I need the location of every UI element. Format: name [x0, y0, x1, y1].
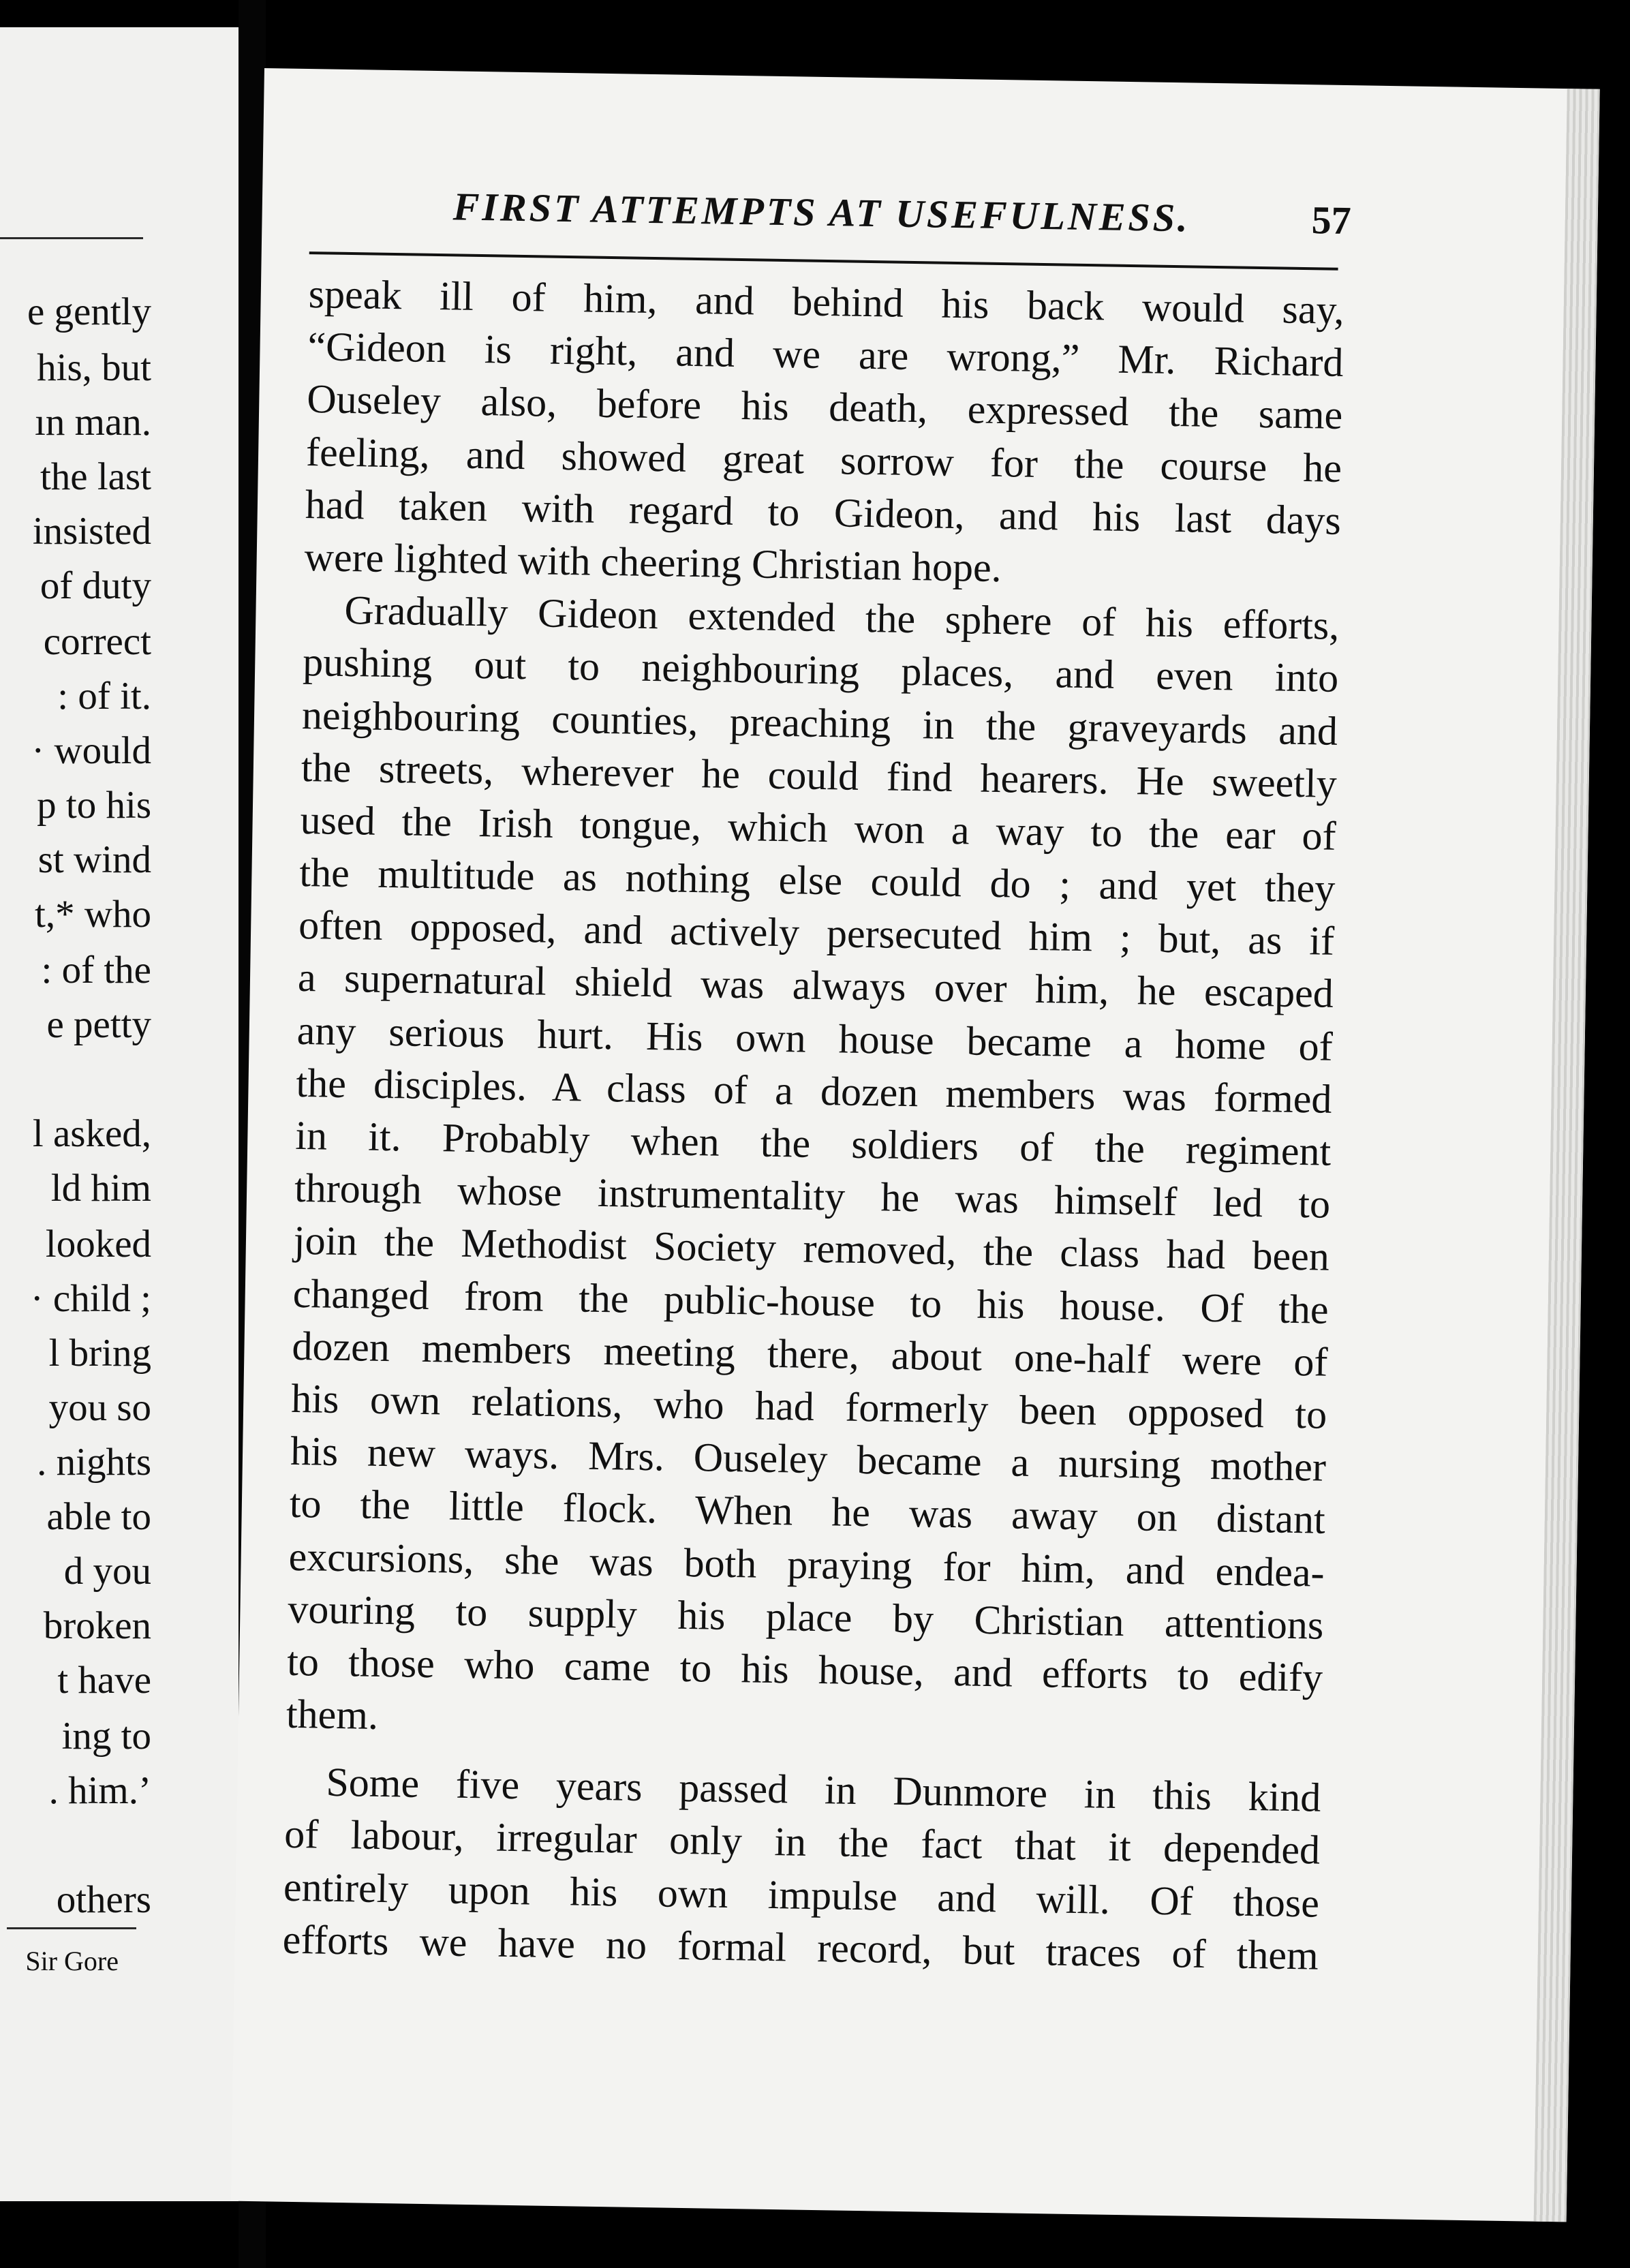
- left-page-line: e gently: [27, 290, 151, 333]
- text-line: vouring to supply his place by Christian attentions: [287, 1586, 1324, 1648]
- text-line: to those who came to his house, and efforts to edify: [286, 1638, 1323, 1700]
- text-line: the streets, wherever he could find hearers. He sweetly: [301, 744, 1338, 806]
- text-line: his new ways. Mrs. Ouseley became a nursing mother: [290, 1428, 1327, 1490]
- paragraph: [282, 1756, 1321, 1982]
- text-line: the disciples. A class of a dozen members was formed: [296, 1060, 1332, 1122]
- text-line: a supernatural shield was always over him, he escaped: [297, 955, 1334, 1017]
- text-line: through whose instrumentality he was himself led to: [294, 1165, 1331, 1227]
- text-line: Gradually Gideon extended the sphere of his efforts,: [344, 587, 1340, 648]
- left-page-line: insisted: [32, 510, 151, 553]
- left-page-line: : of the: [41, 949, 151, 992]
- left-page-line: · would: [31, 729, 151, 772]
- left-page-line: d you: [63, 1550, 151, 1593]
- left-page-line: p to his: [37, 784, 151, 827]
- left-page-line: ing to: [61, 1715, 151, 1758]
- text-line: often opposed, and actively persecuted him ; but, as if: [298, 902, 1335, 964]
- running-head: [262, 181, 1598, 263]
- left-page-line: ld him: [50, 1167, 151, 1210]
- left-page-line: broken: [43, 1604, 151, 1647]
- left-page-rule: [0, 237, 143, 239]
- text-line: them.: [286, 1691, 379, 1738]
- left-page-line: ın man.: [35, 401, 151, 444]
- text-line: join the Methodist Society removed, the class had been: [293, 1218, 1330, 1280]
- left-page-line: st wind: [37, 838, 151, 881]
- text-line: were lighted with cheering Christian hope.: [304, 534, 1002, 591]
- left-page-footnote: Sir Gore: [25, 1946, 119, 1976]
- text-line: “Gideon is right, and we are wrong,” Mr. Richard: [307, 324, 1344, 386]
- left-page-line: · child ;: [30, 1277, 151, 1320]
- left-page-line: his, but: [37, 346, 151, 389]
- text-line: Some five years passed in Dunmore in this kind: [325, 1759, 1321, 1820]
- paragraph: [304, 268, 1344, 600]
- left-page-line: able to: [46, 1495, 151, 1538]
- page-body: [282, 268, 1344, 1982]
- text-line: in it. Probably when the soldiers of the regiment: [294, 1112, 1332, 1174]
- text-line: Ouseley also, before his death, expressed the same: [306, 376, 1343, 438]
- text-line: of labour, irregular only in the fact that it depended: [283, 1811, 1321, 1873]
- running-title: FIRST ATTEMPTS AT USEFULNESS.: [452, 184, 1191, 241]
- left-page-line: t,* who: [35, 893, 151, 936]
- text-line: pushing out to neighbouring places, and even into: [302, 639, 1339, 701]
- previous-page: [0, 27, 239, 2201]
- left-page-line: . him.’: [48, 1769, 151, 1812]
- left-page-line: you so: [48, 1386, 151, 1429]
- text-line: had taken with regard to Gideon, and his last days: [305, 481, 1342, 543]
- text-line: to the little flock. When he was away on distant: [289, 1481, 1326, 1543]
- left-page-line: looked: [45, 1223, 151, 1266]
- text-line: speak ill of him, and behind his back would say,: [308, 271, 1345, 333]
- page-number: 57: [1311, 198, 1352, 243]
- text-line: neighbouring counties, preaching in the graveyards and: [301, 692, 1338, 754]
- current-page: [231, 68, 1600, 2222]
- text-line: feeling, and showed great sorrow for the course he: [305, 429, 1342, 491]
- left-page-line: of duty: [40, 564, 151, 607]
- left-page-line: the last: [40, 455, 151, 498]
- text-line: changed from the public-house to his house. Of the: [292, 1270, 1329, 1332]
- text-line: excursions, she was both praying for him, and endea-: [288, 1533, 1325, 1595]
- text-line: any serious hurt. His own house became a home of: [296, 1007, 1334, 1069]
- left-footnote-rule: [7, 1927, 136, 1929]
- left-page-line: others: [56, 1878, 151, 1921]
- left-page-line: correct: [43, 620, 151, 663]
- text-line: his own relations, who had formerly been opposed to: [290, 1375, 1327, 1437]
- left-page-line: e petty: [46, 1003, 151, 1046]
- left-page-line: l asked,: [32, 1112, 151, 1155]
- page-edge: [1534, 89, 1600, 2222]
- text-line: used the Irish tongue, which won a way to the ear of: [300, 797, 1337, 859]
- text-line: efforts we have no formal record, but traces of them: [282, 1916, 1319, 1978]
- left-page-line: t have: [57, 1659, 151, 1702]
- text-line: dozen members meeting there, about one-half were of: [292, 1323, 1328, 1385]
- text-line: the multitude as nothing else could do ; and yet they: [298, 850, 1336, 911]
- left-page-line: . nights: [37, 1441, 151, 1484]
- paragraph: [286, 583, 1339, 1757]
- left-page-line: l bring: [48, 1332, 151, 1375]
- left-page-line: : of it.: [57, 675, 151, 718]
- text-line: entirely upon his own impulse and will. Of those: [283, 1864, 1320, 1926]
